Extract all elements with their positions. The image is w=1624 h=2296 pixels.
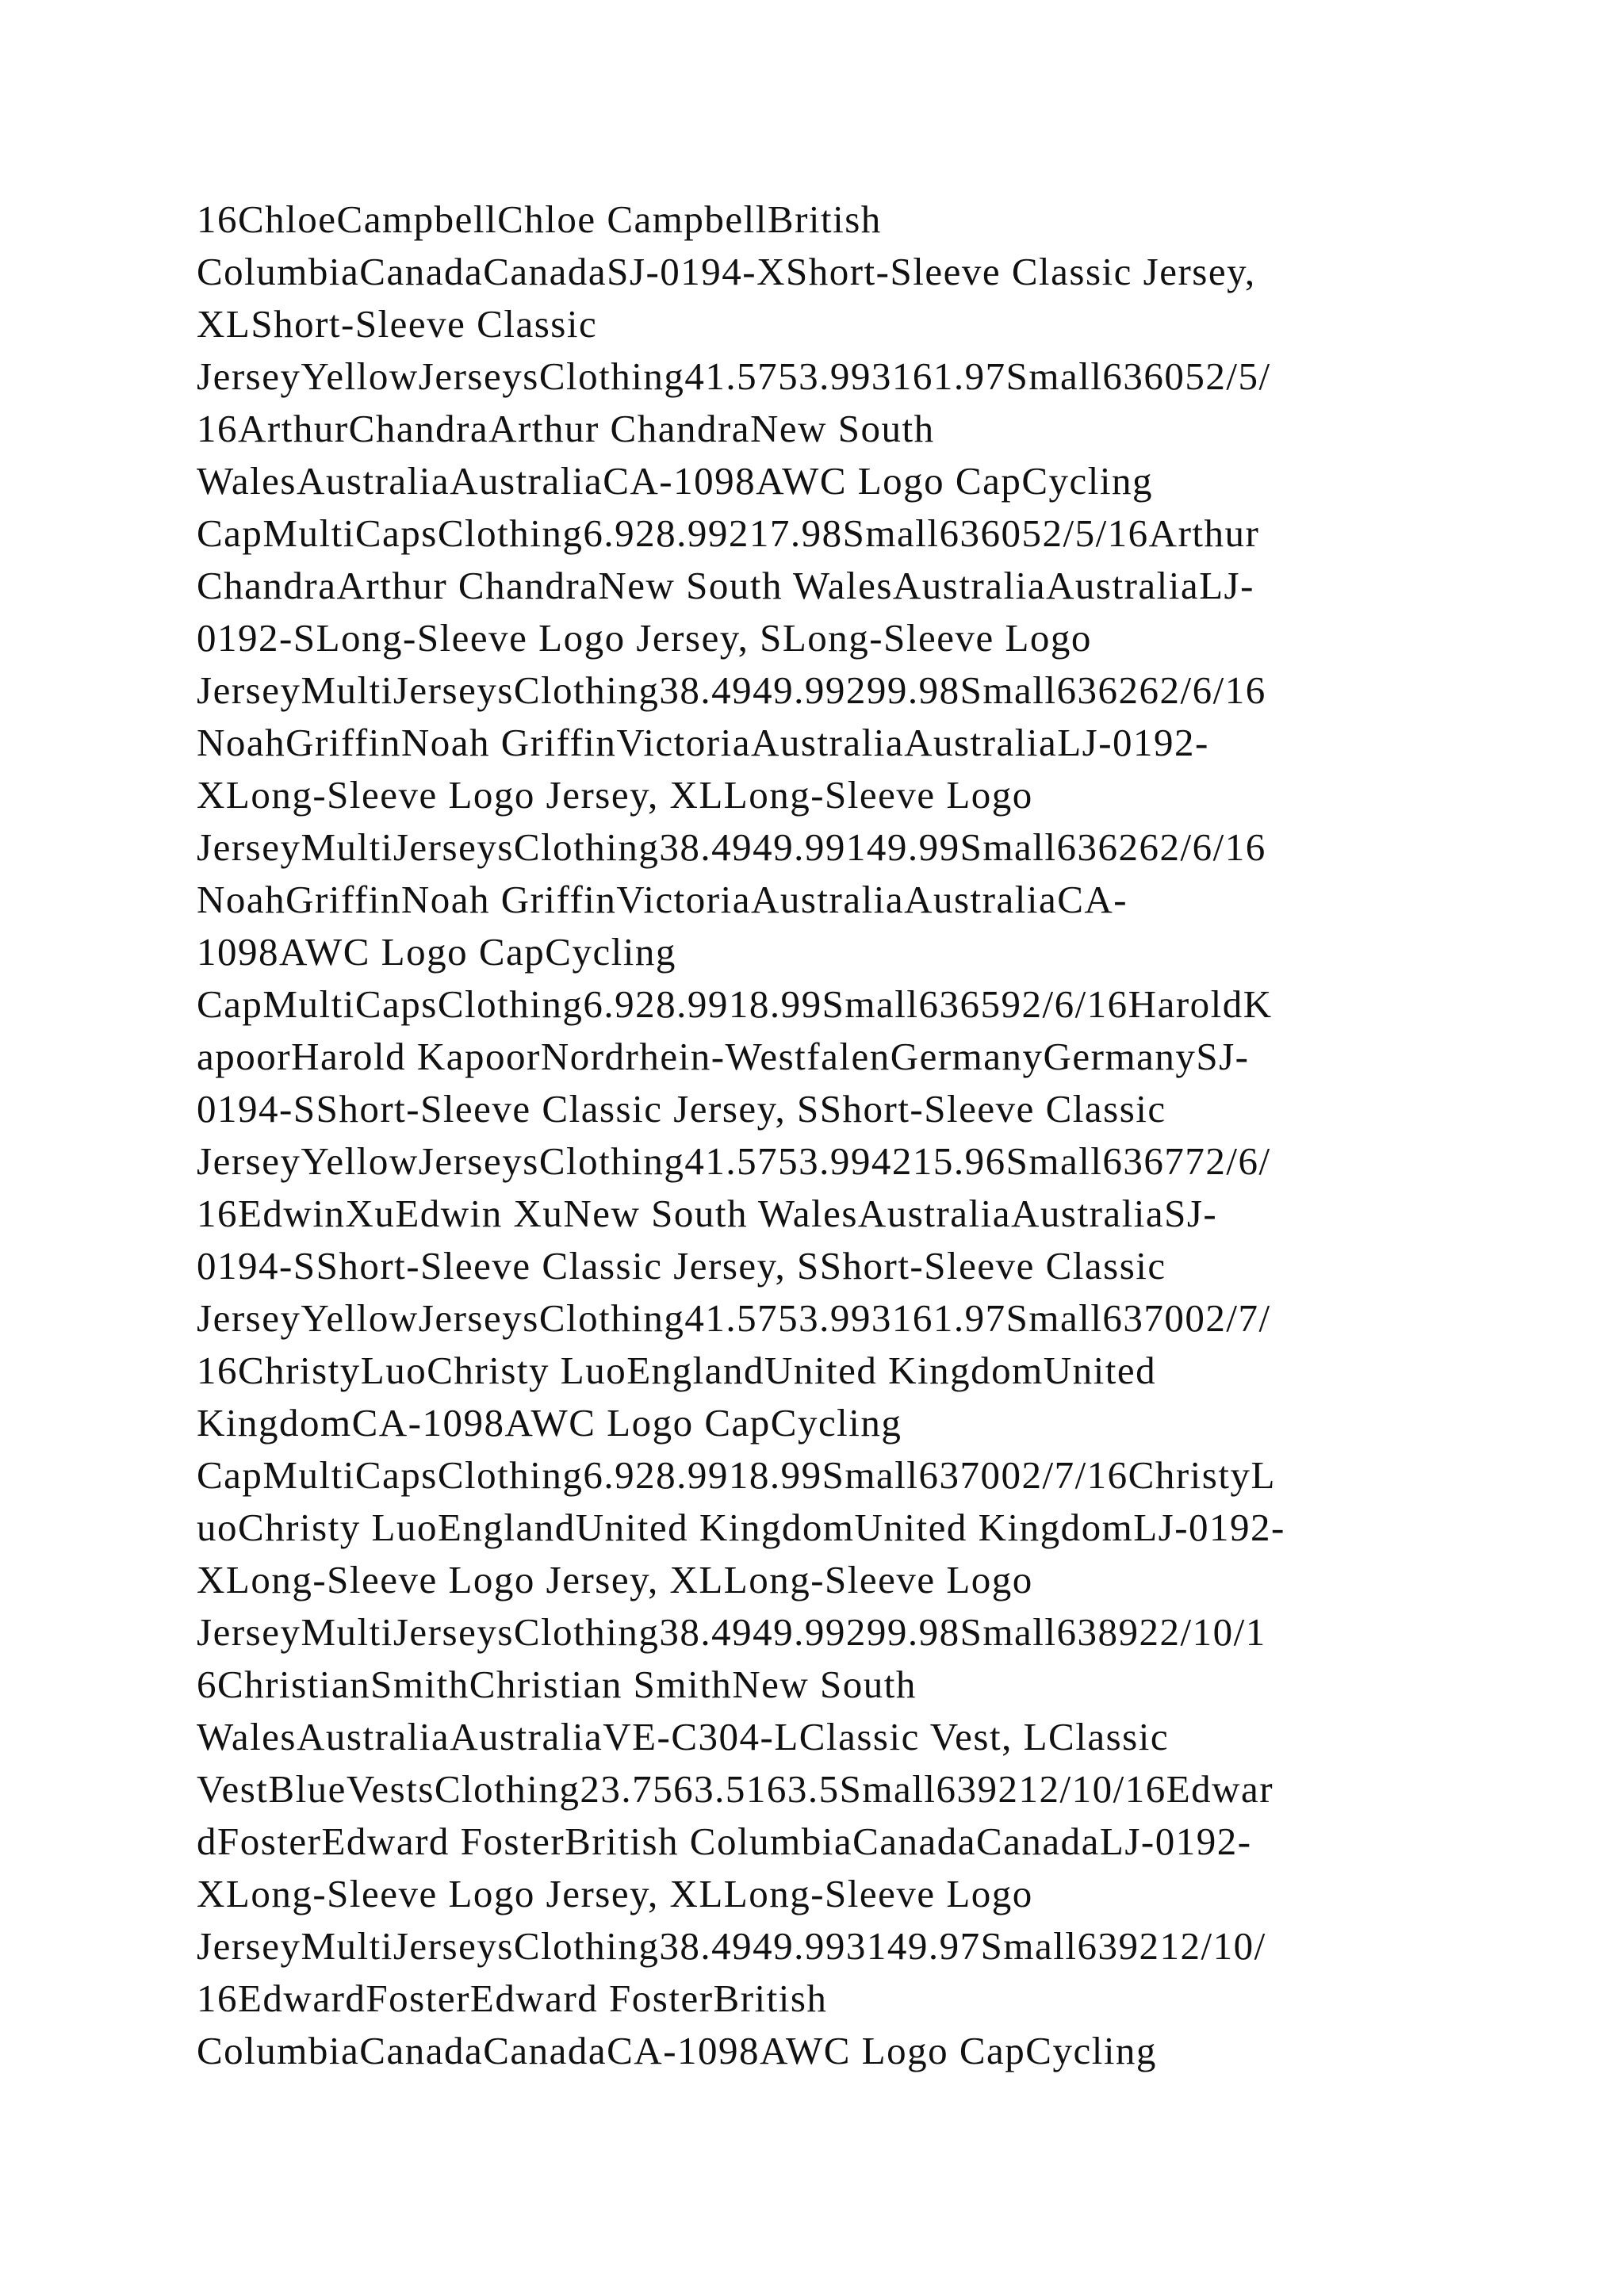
text-line: uoChristy LuoEnglandUnited KingdomUnited KingdomLJ-0192- — [197, 1506, 1285, 1549]
text-line: JerseyYellowJerseysClothing41.5753.994215.96Small636772/6/ — [197, 1139, 1271, 1183]
text-line: ChandraArthur ChandraNew South WalesAustraliaAustraliaLJ- — [197, 564, 1254, 607]
text-line: ColumbiaCanadaCanadaSJ-0194-XShort-Sleeve Classic Jersey, — [197, 250, 1256, 293]
text-line: 0192-SLong-Sleeve Logo Jersey, SLong-Sleeve Logo — [197, 616, 1092, 660]
text-line: JerseyMultiJerseysClothing38.4949.99149.99Small636262/6/16 — [197, 825, 1266, 869]
text-line: 1098AWC Logo CapCycling — [197, 930, 676, 974]
text-line: 16ArthurChandraArthur ChandraNew South — [197, 407, 935, 450]
text-line: WalesAustraliaAustraliaVE-C304-LClassic Vest, LClassic — [197, 1715, 1170, 1758]
text-line: XLShort-Sleeve Classic — [197, 302, 598, 346]
text-line: 0194-SShort-Sleeve Classic Jersey, SShort-Sleeve Classic — [197, 1087, 1166, 1131]
text-line: KingdomCA-1098AWC Logo CapCycling — [197, 1401, 902, 1445]
text-line: 16ChristyLuoChristy LuoEnglandUnited KingdomUnited — [197, 1349, 1157, 1392]
text-line: 0194-SShort-Sleeve Classic Jersey, SShort-Sleeve Classic — [197, 1244, 1166, 1288]
text-line: NoahGriffinNoah GriffinVictoriaAustraliaAustraliaCA- — [197, 878, 1128, 921]
text-line: JerseyYellowJerseysClothing41.5753.993161.97Small637002/7/ — [197, 1296, 1271, 1340]
text-line: WalesAustraliaAustraliaCA-1098AWC Logo CapCycling — [197, 459, 1154, 503]
text-line: VestBlueVestsClothing23.7563.5163.5Small639212/10/16Edwar — [197, 1767, 1274, 1811]
text-line: XLong-Sleeve Logo Jersey, XLLong-Sleeve Logo — [197, 773, 1033, 817]
text-line: CapMultiCapsClothing6.928.9918.99Small637002/7/16ChristyL — [197, 1453, 1276, 1497]
text-line: apoorHarold KapoorNordrhein-WestfalenGermanyGermanySJ- — [197, 1035, 1250, 1078]
text-line: XLong-Sleeve Logo Jersey, XLLong-Sleeve Logo — [197, 1872, 1033, 1915]
text-line: XLong-Sleeve Logo Jersey, XLLong-Sleeve Logo — [197, 1558, 1033, 1601]
text-line: 16EdwardFosterEdward FosterBritish — [197, 1976, 828, 2020]
text-line: CapMultiCapsClothing6.928.9918.99Small636592/6/16HaroldK — [197, 982, 1273, 1026]
text-line: dFosterEdward FosterBritish ColumbiaCanadaCanadaLJ-0192- — [197, 1820, 1252, 1863]
text-line: NoahGriffinNoah GriffinVictoriaAustraliaAustraliaLJ-0192- — [197, 721, 1209, 764]
text-line: ColumbiaCanadaCanadaCA-1098AWC Logo CapCycling — [197, 2029, 1157, 2072]
text-line: JerseyMultiJerseysClothing38.4949.993149.97Small639212/10/ — [197, 1924, 1266, 1968]
text-line: 6ChristianSmithChristian SmithNew South — [197, 1663, 917, 1706]
body-text — [197, 193, 1465, 2077]
text-line: 16EdwinXuEdwin XuNew South WalesAustraliaAustraliaSJ- — [197, 1192, 1218, 1235]
text-line: JerseyMultiJerseysClothing38.4949.99299.98Small638922/10/1 — [197, 1610, 1266, 1654]
text-line: JerseyMultiJerseysClothing38.4949.99299.98Small636262/6/16 — [197, 668, 1266, 712]
text-line: JerseyYellowJerseysClothing41.5753.993161.97Small636052/5/ — [197, 354, 1271, 398]
text-line: 16ChloeCampbellChloe CampbellBritish — [197, 197, 882, 241]
text-line: CapMultiCapsClothing6.928.99217.98Small636052/5/16Arthur — [197, 511, 1260, 555]
